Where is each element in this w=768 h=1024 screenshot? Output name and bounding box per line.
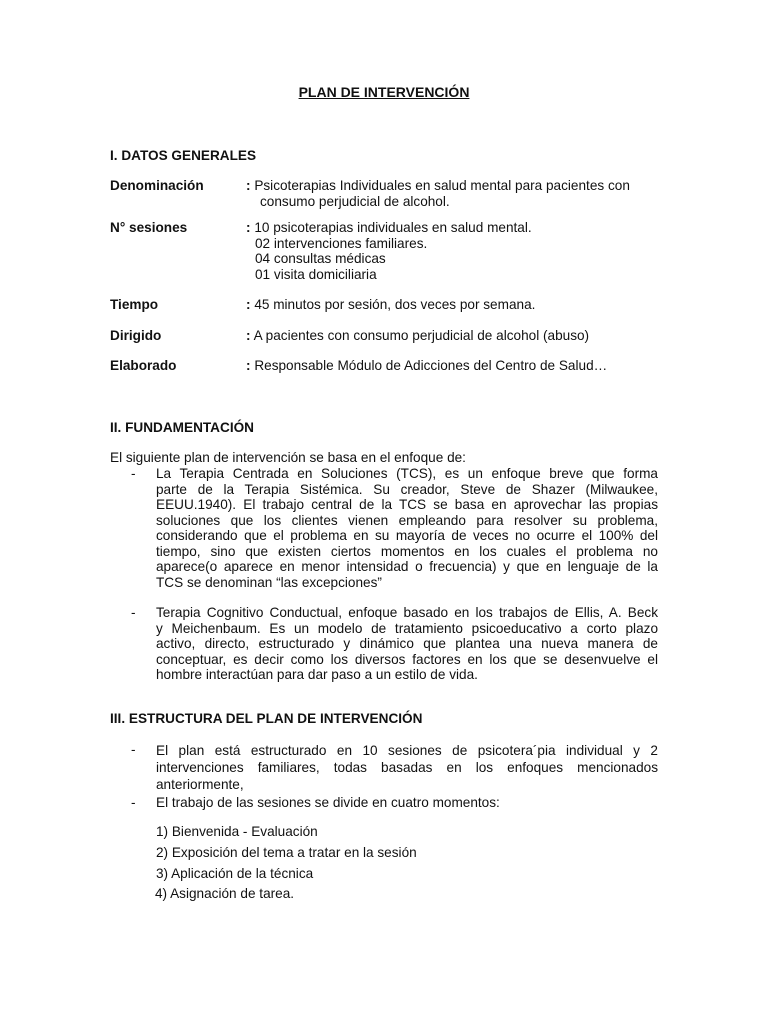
bullet-dash: - bbox=[131, 605, 136, 620]
fundamentacion-intro: El siguiente plan de intervención se basa en el enfoque de: bbox=[110, 450, 466, 465]
field-colon: : bbox=[246, 178, 251, 193]
field-label-tiempo: Tiempo bbox=[110, 297, 159, 312]
bullet-tcs-paragraph bbox=[156, 466, 658, 590]
sesiones-line: 02 intervenciones familiares. bbox=[255, 235, 428, 251]
paragraph-line: TCS se denominan “las excepciones” bbox=[156, 574, 382, 590]
tiempo-value: 45 minutos por sesión, dos veces por semana. bbox=[254, 297, 536, 312]
field-value-dirigido bbox=[246, 328, 589, 344]
paragraph-line: Terapia Cognitivo Conductual, enfoque basado en los trabajos de Ellis, A. Beck bbox=[156, 605, 658, 620]
paragraph-line: activo, directo, estructurado y dinámico que plantea una nueva manera de bbox=[156, 636, 658, 651]
section-heading-datos-generales: I. DATOS GENERALES bbox=[110, 148, 257, 163]
field-value-sesiones bbox=[246, 220, 532, 282]
paragraph-line: intervenciones familiares, todas basadas en los enfoques mencionados bbox=[156, 760, 658, 775]
paragraph-line: tiempo, sino que existen ciertos momentos en los cuales el problema no bbox=[156, 543, 658, 559]
paragraph-line: El plan está estructurado en 10 sesiones de psicotera´pia individual y 2 bbox=[156, 743, 658, 758]
denominacion-line: consumo perjudicial de alcohol. bbox=[260, 193, 450, 209]
list-item: 2) Exposición del tema a tratar en la sesión bbox=[156, 844, 417, 860]
field-label-denominacion: Denominación bbox=[110, 178, 204, 193]
field-value-denominacion bbox=[246, 178, 630, 209]
list-item: 4) Asignación de tarea. bbox=[155, 886, 295, 902]
field-label-elaborado: Elaborado bbox=[110, 358, 177, 373]
sesiones-line: 10 psicoterapias individuales en salud mental. bbox=[254, 220, 532, 235]
bullet-dash: - bbox=[131, 795, 136, 810]
bullet-dash: - bbox=[131, 742, 136, 757]
paragraph-line: aparece(o aparece en menor intensidad o frecuencia) y que en lenguaje de la bbox=[156, 559, 658, 574]
page-title: PLAN DE INTERVENCIÓN bbox=[298, 84, 470, 100]
sesiones-line: 04 consultas médicas bbox=[255, 251, 386, 266]
list-item: 1) Bienvenida - Evaluación bbox=[156, 824, 318, 839]
field-label-sesiones: N° sesiones bbox=[110, 220, 188, 235]
bullet-tcc-paragraph bbox=[156, 605, 658, 683]
steps-list bbox=[156, 822, 417, 905]
field-value-tiempo bbox=[246, 297, 535, 313]
section-heading-fundamentacion: II. FUNDAMENTACIÓN bbox=[110, 420, 254, 435]
paragraph-line: EEUU.1940). El trabajo central de la TCS se basa en aprovechar las propias bbox=[156, 497, 658, 512]
field-value-elaborado bbox=[246, 358, 607, 374]
bullet-estructura-paragraph bbox=[156, 742, 658, 793]
field-colon: : bbox=[246, 220, 251, 235]
field-colon: : bbox=[246, 358, 251, 373]
paragraph-line: parte de la Terapia Sistémica. Su creador, Steve de Shazer (Milwaukee, bbox=[156, 481, 658, 497]
paragraph-line: y Meichenbaum. Es un modelo de tratamiento psicoeducativo a corto plazo bbox=[156, 620, 658, 636]
sesiones-line: 01 visita domiciliaria bbox=[255, 266, 377, 282]
field-label-dirigido: Dirigido bbox=[110, 328, 162, 343]
bullet-dash: - bbox=[131, 466, 136, 481]
paragraph-line: considerando que el problema en su mayoría de veces no ocurre el 100% del bbox=[156, 528, 658, 543]
paragraph-line: anteriormente, bbox=[156, 777, 244, 792]
denominacion-line: Psicoterapias Individuales en salud mental para pacientes con bbox=[254, 178, 630, 193]
list-item: 3) Aplicación de la técnica bbox=[156, 865, 314, 881]
section-heading-estructura: III. ESTRUCTURA DEL PLAN DE INTERVENCIÓN bbox=[110, 711, 423, 726]
paragraph-line: conceptuar, es decir como los diversos factores en los que se desenvuelve el bbox=[156, 651, 658, 667]
dirigido-value: A pacientes con consumo perjudicial de alcohol (abuso) bbox=[253, 328, 590, 343]
bullet-momentos-text: El trabajo de las sesiones se divide en cuatro momentos: bbox=[156, 795, 500, 810]
paragraph-line: La Terapia Centrada en Soluciones (TCS), es un enfoque breve que forma bbox=[156, 466, 658, 481]
field-colon: : bbox=[246, 328, 251, 343]
paragraph-line: hombre interactúan para dar paso a un estilo de vida. bbox=[156, 667, 478, 682]
field-colon: : bbox=[246, 297, 251, 312]
paragraph-line: soluciones que los clientes vienen empleando para resolver su problema, bbox=[156, 512, 658, 528]
elaborado-value: Responsable Módulo de Adicciones del Centro de Salud… bbox=[254, 358, 608, 373]
